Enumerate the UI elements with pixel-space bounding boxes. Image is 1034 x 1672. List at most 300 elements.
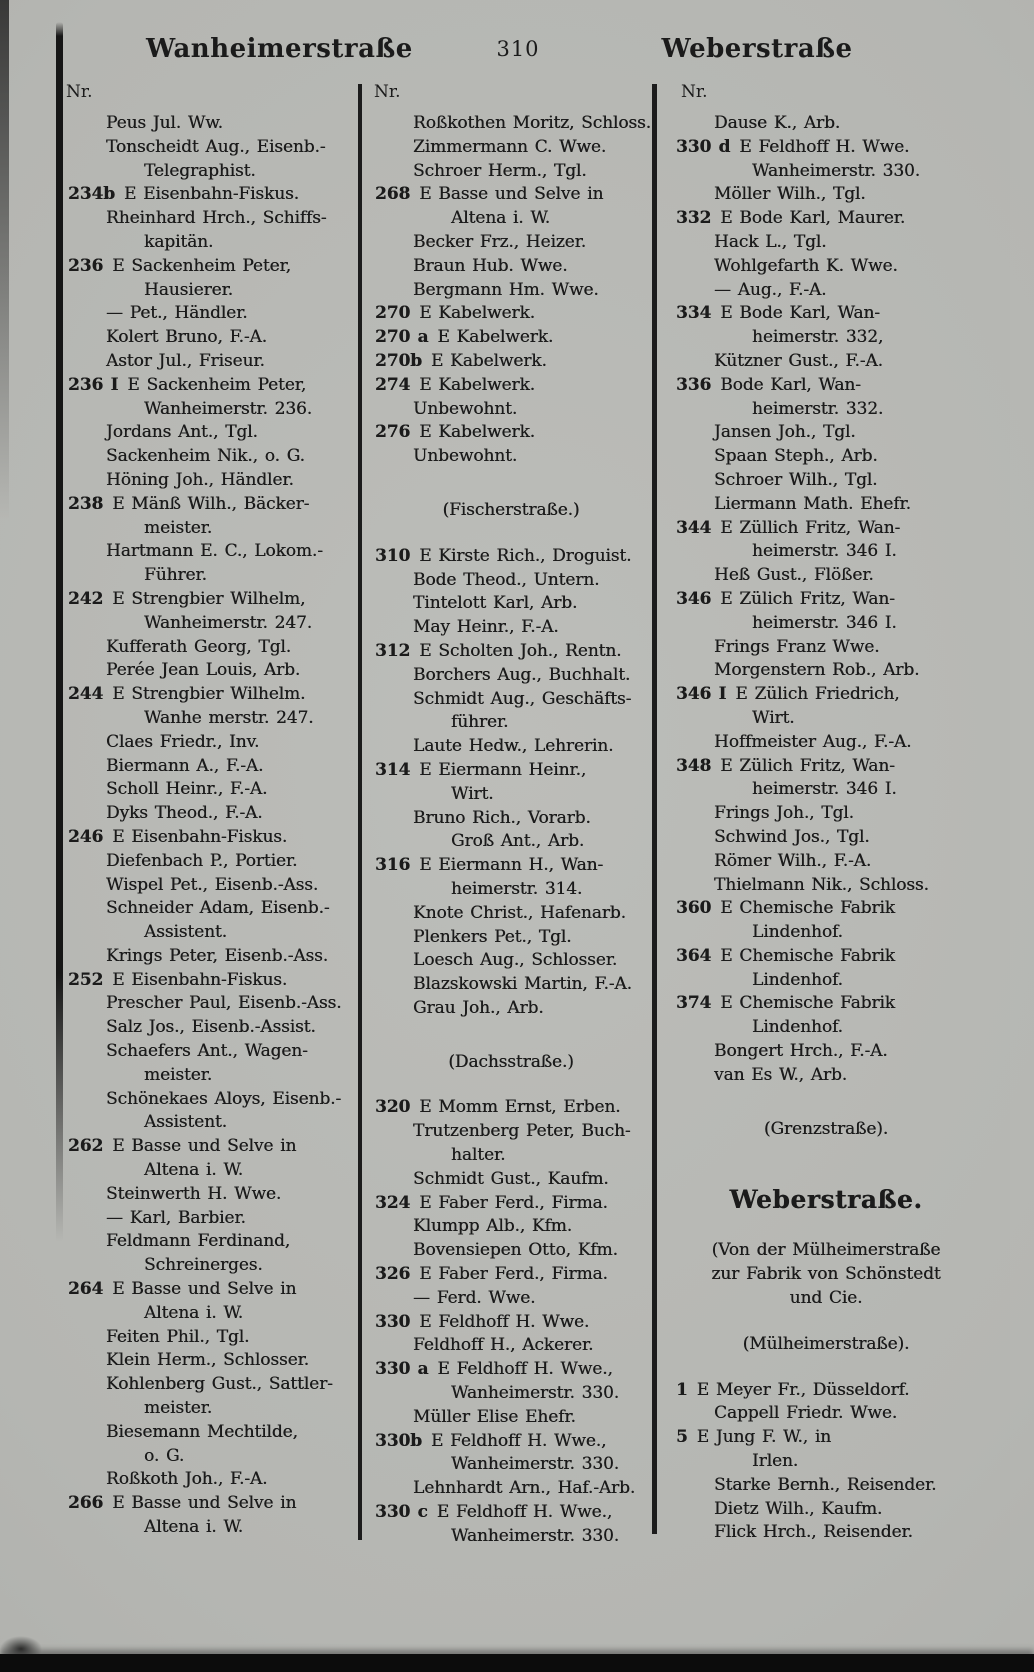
entry-text: Starke Bernh., Reisender.	[714, 1474, 937, 1495]
entry-line	[68, 778, 352, 802]
entry-text: zur Fabrik von Schönstedt	[711, 1264, 941, 1285]
entry-line	[68, 1230, 352, 1254]
entry-text: Tintelott Karl, Arb.	[413, 593, 578, 614]
entry-text: E Eisenbahn-Fiskus.	[123, 184, 299, 205]
entry-line	[68, 659, 352, 683]
entry-text: Scholl Heinr., F.-A.	[106, 779, 268, 800]
entry-text: Tonscheidt Aug., Eisenb.-	[106, 136, 326, 157]
entry-line	[375, 735, 647, 759]
entry-line	[68, 683, 352, 707]
house-number: 242	[68, 588, 104, 609]
entry-text: Kützner Gust., F.-A.	[714, 350, 883, 371]
entry-line	[68, 1326, 352, 1350]
spacer	[375, 1074, 647, 1096]
entry-line	[676, 493, 976, 517]
entry-line	[375, 231, 647, 255]
entry-line	[375, 926, 647, 950]
entry-line	[68, 1349, 352, 1373]
entry-text: Roßkoth Joh., F.-A.	[106, 1469, 268, 1490]
entry-text: Altena i. W.	[144, 1302, 244, 1323]
entry-text: Assistent.	[144, 1112, 227, 1133]
entry-text: Wispel Pet., Eisenb.-Ass.	[106, 874, 319, 895]
entry-line	[676, 850, 976, 874]
entry-text: Salz Jos., Eisenb.-Assist.	[106, 1017, 316, 1038]
entry-line	[68, 1016, 352, 1040]
entry-line	[375, 664, 647, 688]
entry-text: Unbewohnt.	[413, 398, 518, 419]
house-number: 236	[68, 255, 104, 276]
entry-line	[676, 731, 976, 755]
entry-text: E Faber Ferd., Firma.	[419, 1192, 608, 1213]
entry-text: E Züllich Fritz, Wan-	[720, 517, 901, 538]
entry-line	[676, 564, 976, 588]
entry-text: Thielmann Nik., Schloss.	[714, 874, 929, 895]
entry-text: Bergmann Hm. Wwe.	[413, 279, 599, 300]
header-left-street: Wanheimerstraße	[146, 34, 413, 64]
entry-line	[375, 421, 647, 445]
entry-text: Wirt.	[752, 707, 795, 728]
entry-line	[375, 830, 647, 854]
entry-line	[676, 778, 976, 802]
entry-text: Zimmermann C. Wwe.	[413, 136, 607, 157]
entry-line	[68, 612, 352, 636]
entry-text: Hausierer.	[144, 279, 233, 300]
entry-text: E Kirste Rich., Droguist.	[419, 545, 632, 566]
entry-line	[68, 1278, 352, 1302]
entry-line	[68, 707, 352, 731]
entry-line	[676, 659, 976, 683]
directory-column-1	[68, 112, 352, 1540]
entry-line	[375, 1430, 647, 1454]
entry-line	[68, 1183, 352, 1207]
entry-line	[375, 183, 647, 207]
entry-line	[68, 850, 352, 874]
entry-line	[68, 969, 352, 993]
header-right-street: Weberstraße	[661, 34, 853, 64]
entry-line	[375, 1192, 647, 1216]
entry-text: Lindenhof.	[752, 1017, 843, 1038]
house-number: 346 I	[676, 684, 727, 705]
entry-text: Braun Hub. Wwe.	[413, 255, 568, 276]
entry-text: Schneider Adam, Eisenb.-	[106, 898, 330, 919]
entry-text: Roßkothen Moritz, Schloss.	[413, 113, 651, 133]
entry-line	[676, 1402, 976, 1426]
house-number: 236 I	[68, 374, 119, 395]
entry-text: heimerstr. 332,	[752, 327, 884, 348]
entry-text: Schmidt Gust., Kaufm.	[413, 1168, 609, 1189]
entry-text: Weberstraße.	[729, 1185, 923, 1215]
entry-text: E Meyer Fr., Düsseldorf.	[696, 1379, 910, 1400]
house-number: 262	[68, 1136, 104, 1157]
entry-text: Flick Hrch., Reisender.	[714, 1522, 913, 1543]
entry-line	[375, 1453, 647, 1477]
house-number: 324	[375, 1192, 411, 1213]
entry-text: E Eiermann H., Wan-	[419, 855, 604, 876]
entry-line	[375, 592, 647, 616]
entry-text: meister.	[144, 1398, 213, 1419]
entry-line	[375, 350, 647, 374]
entry-line	[676, 969, 976, 993]
house-number: 360	[676, 898, 712, 919]
entry-line	[375, 1334, 647, 1358]
entry-text: Schreinerges.	[144, 1255, 263, 1276]
entry-line	[676, 231, 976, 255]
entry-text: Wanheimerstr. 330.	[752, 160, 921, 181]
house-number: 244	[68, 684, 104, 705]
entry-text: E Basse und Selve in	[419, 184, 604, 205]
entry-line	[375, 398, 647, 422]
entry-line	[676, 279, 976, 303]
entry-line	[375, 688, 647, 712]
entry-line	[68, 945, 352, 969]
house-number: 270 a	[375, 327, 429, 348]
entry-line	[375, 807, 647, 831]
entry-text: Cappell Friedr. Wwe.	[714, 1403, 898, 1424]
entry-line	[375, 878, 647, 902]
entry-line	[68, 874, 352, 898]
entry-text: Bode Karl, Wan-	[720, 374, 861, 395]
entry-line	[68, 517, 352, 541]
entry-line	[68, 302, 352, 326]
entry-text: Plenkers Pet., Tgl.	[413, 926, 572, 947]
entry-line	[375, 949, 647, 973]
entry-line	[676, 398, 976, 422]
entry-text: (Grenzstraße).	[763, 1118, 889, 1139]
entry-line	[676, 1016, 976, 1040]
entry-line	[676, 683, 976, 707]
entry-text: Krings Peter, Eisenb.-Ass.	[106, 945, 329, 966]
entry-line	[676, 326, 976, 350]
entry-line	[68, 1492, 352, 1516]
entry-text: Hack L., Tgl.	[714, 231, 827, 252]
page-number: 310	[496, 37, 540, 61]
house-number: 330 c	[375, 1502, 428, 1523]
house-number: 276	[375, 422, 411, 443]
entry-text: Kohlenberg Gust., Sattler-	[106, 1374, 333, 1395]
entry-line	[375, 640, 647, 664]
entry-text: Biesemann Mechtilde,	[106, 1421, 298, 1442]
entry-text: Laute Hedw., Lehrerin.	[413, 736, 614, 757]
entry-line	[375, 1144, 647, 1168]
entry-text: Frings Franz Wwe.	[714, 636, 880, 657]
entry-text: Römer Wilh., F.-A.	[714, 850, 872, 871]
entry-text: Rheinhard Hrch., Schiffs-	[106, 208, 327, 229]
spacer	[375, 523, 647, 545]
entry-line	[375, 1120, 647, 1144]
spacer	[676, 1311, 976, 1333]
entry-line	[68, 636, 352, 660]
entry-text: Spaan Steph., Arb.	[714, 446, 878, 467]
spacer	[676, 1088, 976, 1118]
entry-text: Prescher Paul, Eisenb.-Ass.	[106, 993, 342, 1014]
cross-street-note	[375, 1051, 647, 1075]
entry-line	[375, 1215, 647, 1239]
entry-line	[68, 421, 352, 445]
house-number: 334	[676, 303, 712, 324]
entry-line	[68, 445, 352, 469]
entry-line	[68, 1064, 352, 1088]
entry-text: Telegraphist.	[144, 160, 256, 181]
entry-line	[676, 945, 976, 969]
entry-text: E Strengbier Wilhelm,	[112, 588, 306, 609]
entry-text: Steinwerth H. Wwe.	[106, 1183, 282, 1204]
entry-line	[676, 755, 976, 779]
entry-text: van Es W., Arb.	[714, 1064, 848, 1085]
entry-text: — Pet., Händler.	[106, 303, 248, 324]
entry-text: E Eisenbahn-Fiskus.	[112, 826, 288, 847]
entry-text: Dietz Wilh., Kaufm.	[714, 1498, 883, 1519]
entry-text: Loesch Aug., Schlosser.	[413, 950, 618, 971]
street-description-line	[676, 1239, 976, 1263]
entry-text: Blazskowski Martin, F.-A.	[413, 974, 632, 995]
entry-text: heimerstr. 332.	[752, 398, 884, 419]
entry-line	[68, 755, 352, 779]
column-separator-2	[652, 84, 657, 1534]
entry-line	[676, 1474, 976, 1498]
entry-text: E Feldhoff H. Wwe.,	[436, 1502, 613, 1523]
entry-line	[375, 302, 647, 326]
entry-line	[375, 1525, 647, 1549]
entry-text: Jordans Ant., Tgl.	[106, 422, 258, 443]
entry-line	[68, 921, 352, 945]
entry-line	[68, 207, 352, 231]
spacer	[676, 1217, 976, 1239]
entry-text: — Ferd. Wwe.	[413, 1287, 536, 1308]
entry-line	[68, 255, 352, 279]
entry-text: heimerstr. 346 I.	[752, 612, 897, 633]
entry-text: — Aug., F.-A.	[714, 279, 827, 300]
house-number: 330b	[375, 1430, 422, 1451]
directory-column-3	[676, 112, 976, 1545]
entry-text: Wirt.	[451, 783, 494, 804]
entry-text: E Scholten Joh., Rentn.	[419, 640, 622, 661]
entry-line	[676, 350, 976, 374]
entry-line	[676, 445, 976, 469]
entry-line	[68, 1254, 352, 1278]
entry-text: Wanheimerstr. 330.	[451, 1383, 620, 1404]
entry-line	[375, 112, 651, 136]
house-number: 264	[68, 1279, 104, 1300]
entry-text: E Faber Ferd., Firma.	[419, 1264, 608, 1285]
entry-text: (Dachsstraße.)	[448, 1051, 574, 1072]
entry-text: E Bode Karl, Maurer.	[720, 208, 906, 229]
house-number: 234b	[68, 184, 115, 205]
entry-text: Feldmann Ferdinand,	[106, 1231, 291, 1252]
entry-text: E Eisenbahn-Fiskus.	[112, 969, 288, 990]
entry-line	[676, 160, 976, 184]
entry-line	[68, 588, 352, 612]
entry-line	[676, 136, 976, 160]
column-separator-1	[358, 84, 362, 1540]
entry-line	[676, 1379, 976, 1403]
house-number: 312	[375, 640, 411, 661]
entry-line	[68, 279, 352, 303]
house-number: 314	[375, 759, 411, 780]
scan-left-edge	[0, 0, 9, 520]
house-number: 274	[375, 374, 411, 395]
street-section-heading	[676, 1183, 976, 1217]
entry-line	[68, 136, 352, 160]
entry-line	[676, 255, 976, 279]
entry-text: o. G.	[144, 1445, 185, 1466]
entry-line	[68, 540, 352, 564]
entry-text: Assistent.	[144, 922, 227, 943]
entry-text: E Feldhoff H. Wwe.,	[437, 1359, 613, 1380]
scan-bottom-bar	[0, 1654, 1034, 1672]
column-label-nr-3: Nr.	[681, 82, 708, 102]
entry-text: E Jung F. W., in	[696, 1427, 832, 1448]
entry-line	[676, 374, 976, 398]
entry-line	[676, 826, 976, 850]
spacer	[676, 1141, 976, 1183]
entry-line	[375, 1477, 647, 1501]
entry-line	[375, 1311, 647, 1335]
entry-text: Wanhe merstr. 247.	[144, 707, 314, 728]
entry-text: Heß Gust., Flößer.	[714, 565, 874, 586]
house-number: 344	[676, 517, 712, 538]
entry-text: Feiten Phil., Tgl.	[106, 1326, 250, 1347]
house-number: 270	[375, 303, 411, 324]
entry-text: E Feldhoff H. Wwe.,	[430, 1430, 607, 1451]
entry-line	[676, 636, 976, 660]
entry-text: — Karl, Barbier.	[106, 1207, 246, 1228]
entry-line	[375, 783, 647, 807]
entry-line	[676, 588, 976, 612]
entry-line	[375, 136, 647, 160]
entry-line	[375, 569, 647, 593]
entry-line	[676, 183, 976, 207]
entry-line	[68, 398, 352, 422]
entry-line	[68, 1373, 352, 1397]
entry-line	[375, 1239, 647, 1263]
entry-text: E Kabelwerk.	[419, 303, 535, 324]
entry-line	[68, 1159, 352, 1183]
entry-text: Knote Christ., Hafenarb.	[413, 902, 626, 923]
entry-line	[375, 616, 647, 640]
entry-line	[375, 1382, 647, 1406]
entry-line	[375, 445, 647, 469]
house-number: 5	[676, 1427, 688, 1448]
entry-line	[375, 854, 647, 878]
entry-text: Frings Joh., Tgl.	[714, 803, 854, 824]
entry-text: Diefenbach P., Portier.	[106, 850, 298, 871]
entry-text: E Basse und Selve in	[112, 1279, 297, 1300]
entry-text: führer.	[451, 712, 509, 733]
entry-text: Bovensiepen Otto, Kfm.	[413, 1240, 618, 1261]
entry-line	[68, 112, 352, 136]
entry-text: E Zülich Fritz, Wan-	[720, 588, 895, 609]
spacer	[676, 1357, 976, 1379]
house-number: 310	[375, 545, 411, 566]
entry-text: E Chemische Fabrik	[720, 945, 895, 966]
cross-street-note	[375, 499, 647, 523]
entry-line	[676, 517, 976, 541]
entry-line	[68, 493, 352, 517]
entry-text: Peus Jul. Ww.	[106, 113, 223, 133]
entry-text: Hartmann E. C., Lokom.-	[106, 541, 323, 562]
house-number: 266	[68, 1493, 104, 1514]
entry-text: Dyks Theod., F.-A.	[106, 803, 263, 824]
entry-line	[68, 897, 352, 921]
entry-text: Führer.	[144, 565, 207, 586]
cross-street-note	[676, 1333, 976, 1357]
entry-text: Dause K., Arb.	[714, 113, 841, 133]
entry-line	[68, 1516, 352, 1540]
entry-text: E Zülich Friedrich,	[735, 684, 900, 705]
entry-line	[375, 1358, 647, 1382]
entry-text: E Kabelwerk.	[419, 374, 535, 395]
entry-line	[68, 1445, 352, 1469]
entry-line	[375, 374, 647, 398]
entry-line	[676, 1450, 976, 1474]
entry-line	[68, 826, 352, 850]
entry-text: Altena i. W.	[144, 1160, 244, 1181]
entry-text: heimerstr. 346 I.	[752, 779, 897, 800]
entry-line	[676, 421, 976, 445]
entry-line	[68, 350, 352, 374]
entry-text: E Feldhoff H. Wwe.	[419, 1311, 590, 1332]
house-number: 270b	[375, 350, 422, 371]
entry-line	[676, 897, 976, 921]
entry-text: (Mülheimerstraße).	[742, 1333, 910, 1354]
house-number: 320	[375, 1097, 411, 1118]
entry-text: Kufferath Georg, Tgl.	[106, 636, 292, 657]
entry-text: kapitän.	[144, 231, 214, 252]
entry-text: Claes Friedr., Inv.	[106, 731, 260, 752]
entry-text: Biermann A., F.-A.	[106, 755, 264, 776]
entry-text: Altena i. W.	[144, 1517, 244, 1538]
house-number: 330 d	[676, 136, 731, 157]
entry-text: E Basse und Selve in	[112, 1136, 297, 1157]
entry-line	[68, 1421, 352, 1445]
entry-line	[68, 469, 352, 493]
entry-text: E Feldhoff H. Wwe.	[739, 136, 910, 157]
entry-text: heimerstr. 346 I.	[752, 541, 897, 562]
entry-text: E Sackenheim Peter,	[112, 255, 291, 276]
entry-text: Borchers Aug., Buchhalt.	[413, 664, 631, 685]
entry-line	[68, 374, 352, 398]
column-label-nr-2: Nr.	[374, 82, 401, 102]
entry-line	[68, 1397, 352, 1421]
house-number: 346	[676, 588, 712, 609]
entry-text: Schroer Herm., Tgl.	[413, 160, 587, 181]
entry-text: E Strengbier Wilhelm.	[112, 684, 306, 705]
entry-text: Bruno Rich., Vorarb.	[413, 807, 591, 828]
entry-text: Schönekaes Aloys, Eisenb.-	[106, 1088, 342, 1109]
entry-line	[68, 1111, 352, 1135]
entry-text: E Kabelwerk.	[430, 350, 547, 371]
entry-line	[375, 1263, 647, 1287]
entry-line	[375, 759, 647, 783]
house-number: 364	[676, 945, 712, 966]
entry-line	[68, 564, 352, 588]
house-number: 316	[375, 855, 411, 876]
entry-text: (Fischerstraße.)	[442, 499, 580, 520]
spacer	[375, 1021, 647, 1051]
directory-column-2	[375, 112, 651, 1549]
entry-text: Wanheimerstr. 330.	[451, 1525, 620, 1546]
entry-line	[375, 1096, 647, 1120]
house-number: 1	[676, 1379, 688, 1400]
entry-text: und Cie.	[789, 1288, 863, 1309]
entry-text: Schmidt Aug., Geschäfts-	[413, 688, 632, 709]
entry-text: halter.	[451, 1145, 506, 1166]
book-gutter-shadow	[56, 22, 63, 1242]
entry-text: Klumpp Alb., Kfm.	[413, 1216, 572, 1237]
entry-text: Astor Jul., Friseur.	[106, 350, 265, 371]
entry-text: May Heinr., F.-A.	[413, 617, 559, 638]
entry-text: Schwind Jos., Tgl.	[714, 826, 870, 847]
